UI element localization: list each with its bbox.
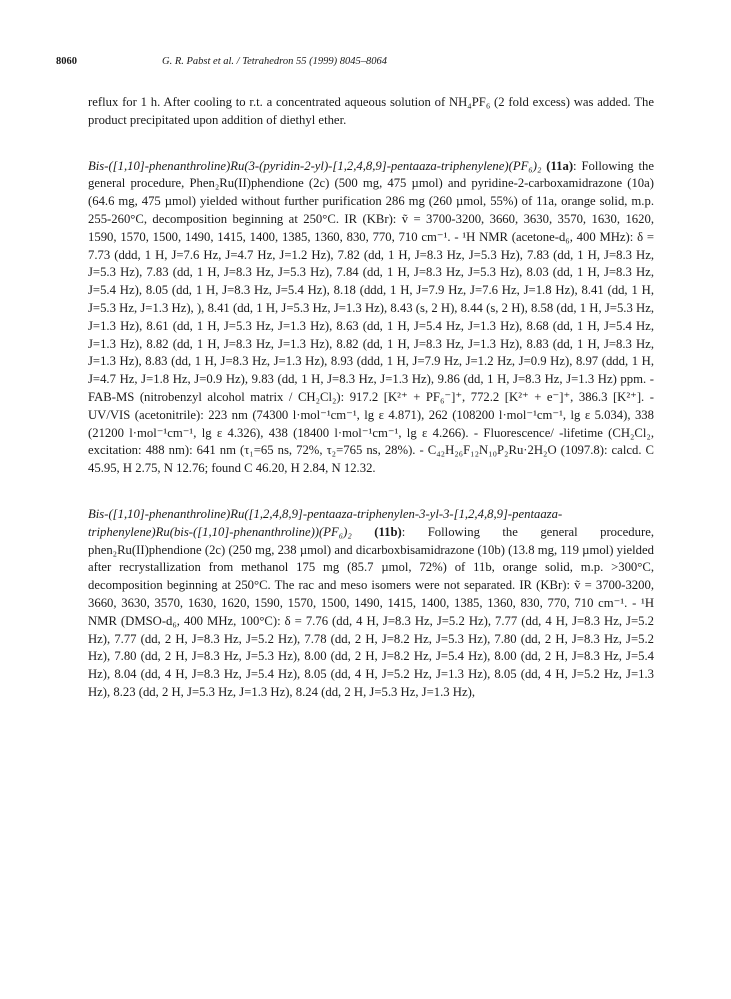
compound-11b-label: (11b) bbox=[374, 524, 402, 539]
page-number: 8060 bbox=[56, 56, 77, 67]
running-head: G. R. Pabst et al. / Tetrahedron 55 (1999) 8045–8064 bbox=[162, 56, 387, 67]
compound-11a-label: (11a) bbox=[546, 158, 574, 173]
paragraph-compound-11a bbox=[88, 158, 654, 478]
article-body bbox=[88, 94, 654, 702]
compound-11b-text: : Following the general procedure, phen₂Ru(II)phendione (2c) (250 mg, 238 µmol) and dicarboxbisamidrazone (10b) (13.8 mg, 119 µmol) yielded after recrystallization from methanol 175 mg (85.7 µmol, 72%) of 11b, orange solid, m.p. >300°C, decomposition beginning at 250°C. The rac and meso isomers were not separated. IR (KBr): ṽ = 3700-3200, 3660, 3630, 3570, 1630, 1620, 1590, 1570, 1500, 1490, 1415, 1400, 1385, 1360, 830, 770, 710 cm⁻¹. - ¹H NMR (DMSO-d₆, 400 MHz, 100°C): δ = 7.76 (dd, 4 H, J=8.3 Hz, J=5.2 Hz), 7.77 (dd, 4 H, J=8.3 Hz, J=5.2 Hz), 7.77 (dd, 2 H, J=8.3 Hz, J=5.2 Hz), 7.78 (dd, 2 H, J=8.2 Hz, J=5.3 Hz), 7.80 (dd, 2 H, J=8.3 Hz, J=5.2 Hz), 7.80 (dd, 2 H, J=8.3 Hz, J=5.3 Hz), 8.00 (dd, 2 H, J=8.2 Hz, J=5.4 Hz), 8.00 (dd, 2 H, J=8.3 Hz, J=5.4 Hz), 8.04 (dd, 4 H, J=8.3 Hz, J=5.4 Hz), 8.05 (dd, 4 H, J=5.2 Hz, J=1.3 Hz), 8.05 (dd, 4 H, J=5.2 Hz, J=1.3 Hz), 8.23 (dd, 2 H, J=5.3 Hz, J=1.3 Hz), 8.24 (dd, 2 H, J=5.3 Hz, J=1.3 Hz), bbox=[88, 524, 655, 699]
compound-11b-title: Bis-([1,10]-phenanthroline)Ru([1,2,4,8,9]-pentaaza-triphenylen-3-yl-3-[1,2,4,8,9]-pentaaza-triphenylene)Ru(bis-([1,10]-phenanthroline))(PF₆)₂ bbox=[88, 506, 563, 539]
paragraph-reflux: reflux for 1 h. After cooling to r.t. a concentrated aqueous solution of NH₄PF₆ (2 fold excess) was added. The product precipitated upon addition of diethyl ether. bbox=[88, 95, 654, 127]
compound-11a-title: Bis-([1,10]-phenanthroline)Ru(3-(pyridin-2-yl)-[1,2,4,8,9]-pentaaza-triphenylene)(PF₆)₂ bbox=[88, 158, 542, 173]
paragraph-compound-11b bbox=[88, 506, 654, 702]
compound-11a-text: : Following the general procedure, Phen₂Ru(II)phendione (2c) (500 mg, 475 µmol) and pyridine-2-carboxamidrazone (10a) (64.6 mg, 475 µmol) yielded without further purification 286 mg (260 µmol, 55%) of 11a, orange solid, m.p. 255-260°C, decomposition beginning at 250°C. IR (KBr): ṽ = 3700-3200, 3660, 3630, 3570, 1630, 1620, 1590, 1570, 1500, 1490, 1415, 1400, 1385, 1360, 830, 770, 710 cm⁻¹. - ¹H NMR (acetone-d₆, 400 MHz): δ = 7.73 (ddd, 1 H, J=7.6 Hz, J=4.7 Hz, J=1.2 Hz), 7.82 (dd, 1 H, J=8.3 Hz, J=5.3 Hz), 7.83 (dd, 1 H, J=8.3 Hz, J=5.3 Hz), 7.83 (dd, 1 H, J=8.3 Hz, J=5.3 Hz), 7.84 (dd, 1 H, J=8.3 Hz, J=5.3 Hz), 8.03 (dd, 1 H, J=8.3 Hz, J=5.4 Hz), 8.05 (dd, 1 H, J=8.3 Hz, J=5.4 Hz), 8.18 (ddd, 1 H, J=7.9 Hz, J=7.6 Hz, J=1.8 Hz), 8.41 (dd, 1 H, J=5.3 Hz, J=1.3 Hz), ), 8.41 (dd, 1 H, J=5.3 Hz, J=1.3 Hz), 8.43 (s, 2 H), 8.44 (s, 2 H), 8.58 (dd, 1 H, J=5.3 Hz, J=1.3 Hz), 8.61 (dd, 1 H, J=5.3 Hz, J=1.3 Hz), 8.63 (dd, 1 H, J=5.4 Hz, J=1.3 Hz), 8.68 (dd, 1 H, J=5.4 Hz, J=1.3 Hz), 8.82 (dd, 1 H, J=8.3 Hz, J=1.3 Hz), 8.82 (dd, 1 H, J=8.3 Hz, J=1.3 Hz), 8.83 (dd, 1 H, J=8.3 Hz, J=1.3 Hz), 8.83 (dd, 1 H, J=8.3 Hz, J=1.3 Hz), 8.93 (ddd, 1 H, J=7.9 Hz, J=1.2 Hz, J=0.9 Hz), 8.97 (ddd, 1 H, J=4.7 Hz, J=1.8 Hz, J=0.9 Hz), 9.83 (dd, 1 H, J=8.3 Hz, J=1.3 Hz), 9.86 (dd, 1 H, J=8.3 Hz, J=1.3 Hz) ppm. - FAB-MS (nitrobenzyl alcohol matrix / CH₂Cl₂): 917.2 [K²⁺ + PF₆⁻]⁺, 772.2 [K²⁺ + e⁻]⁺, 386.3 [K²⁺]. - UV/VIS (acetonitrile): 223 nm (74300 l·mol⁻¹cm⁻¹, lg ε 4.871), 262 (108200 l·mol⁻¹cm⁻¹, lg ε 5.034), 338 (21200 l·mol⁻¹cm⁻¹, lg ε 4.326), 438 (18400 l·mol⁻¹cm⁻¹, lg ε 4.266). - Fluorescence/ -lifetime (CH₂Cl₂, excitation: 488 nm): 641 nm (τ₁=65 ns, 72%, τ₂=765 ns, 28%). - C₄₂H₂₆F₁₂N₁₀P₂Ru·2H₂O (1097.8): calcd. C 45.95, H 2.75, N 12.76; found C 46.20, H 2.84, N 12.32. bbox=[88, 158, 655, 476]
page-header bbox=[56, 56, 676, 70]
